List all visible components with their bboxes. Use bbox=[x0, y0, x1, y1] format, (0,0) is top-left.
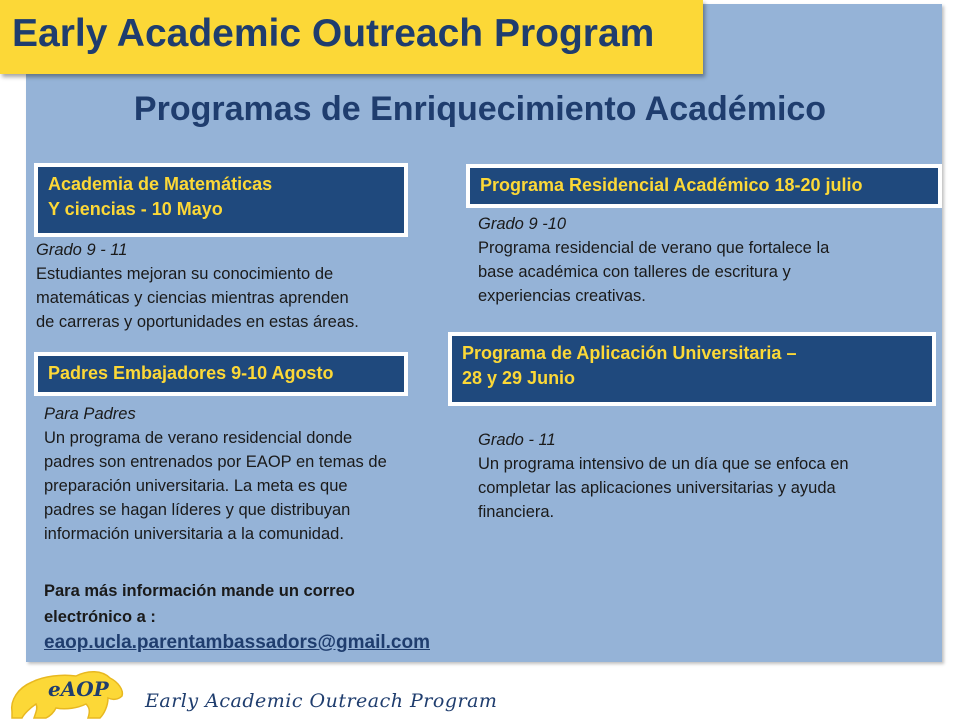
application-desc-line2: completar las aplicaciones universitarias y ayuda bbox=[478, 479, 836, 497]
math-grade: Grado 9 - 11 bbox=[36, 241, 128, 259]
application-desc-line3: financiera. bbox=[478, 503, 555, 521]
eaop-bear-logo bbox=[4, 662, 134, 720]
page-subtitle: Programas de Enriquecimiento Académico bbox=[133, 90, 827, 128]
parents-desc-line5: información universitaria a la comunidad. bbox=[44, 525, 344, 543]
math-title-line1: Academia de Matemáticas bbox=[48, 174, 273, 194]
contact-line1: Para más información mande un correo bbox=[44, 582, 355, 600]
residential-desc-line3: experiencias creativas. bbox=[478, 287, 646, 305]
math-title-line2: Y ciencias - 10 Mayo bbox=[48, 199, 223, 219]
parents-audience: Para Padres bbox=[44, 405, 136, 423]
logo-text: eAOP bbox=[48, 677, 109, 701]
application-title-line1: Programa de Aplicación Universitaria – bbox=[462, 343, 797, 363]
application-desc-line1: Un programa intensivo de un día que se enfoca en bbox=[478, 455, 849, 473]
parents-program-box bbox=[34, 352, 408, 396]
residential-title: Programa Residencial Académico 18-20 julio bbox=[480, 175, 863, 195]
math-desc-line2: matemáticas y ciencias mientras aprenden bbox=[36, 289, 349, 307]
residential-desc-line1: Programa residencial de verano que fortalece la bbox=[478, 239, 830, 257]
residential-desc-line2: base académica con talleres de escritura y bbox=[478, 263, 791, 281]
parents-desc-line1: Un programa de verano residencial donde bbox=[44, 429, 353, 447]
math-description bbox=[36, 238, 359, 334]
parents-desc-line2: padres son entrenados por EAOP en temas de bbox=[44, 453, 387, 471]
math-desc-line3: de carreras y oportunidades en estas áreas. bbox=[36, 313, 359, 331]
application-title-line2: 28 y 29 Junio bbox=[462, 368, 576, 388]
residential-grade: Grado 9 -10 bbox=[478, 215, 567, 233]
parents-desc-line3: preparación universitaria. La meta es que bbox=[44, 477, 348, 495]
parents-description bbox=[44, 402, 387, 546]
parents-title: Padres Embajadores 9-10 Agosto bbox=[48, 363, 334, 383]
residential-description bbox=[478, 212, 829, 308]
footer-program-name: Early Academic Outreach Program bbox=[145, 690, 498, 712]
math-program-box bbox=[34, 163, 408, 237]
math-desc-line1: Estudiantes mejoran su conocimiento de bbox=[36, 265, 334, 283]
application-grade: Grado - 11 bbox=[478, 431, 556, 449]
contact-line2: electrónico a : bbox=[44, 608, 156, 626]
application-description bbox=[478, 428, 849, 524]
banner-title: Early Academic Outreach Program bbox=[12, 12, 655, 55]
contact-info bbox=[44, 578, 355, 630]
application-program-box bbox=[448, 332, 936, 406]
contact-email-link[interactable]: eaop.ucla.parentambassadors@gmail.com bbox=[44, 632, 430, 653]
title-banner bbox=[0, 0, 703, 74]
residential-program-box bbox=[466, 164, 942, 208]
parents-desc-line4: padres se hagan líderes y que distribuyan bbox=[44, 501, 351, 519]
